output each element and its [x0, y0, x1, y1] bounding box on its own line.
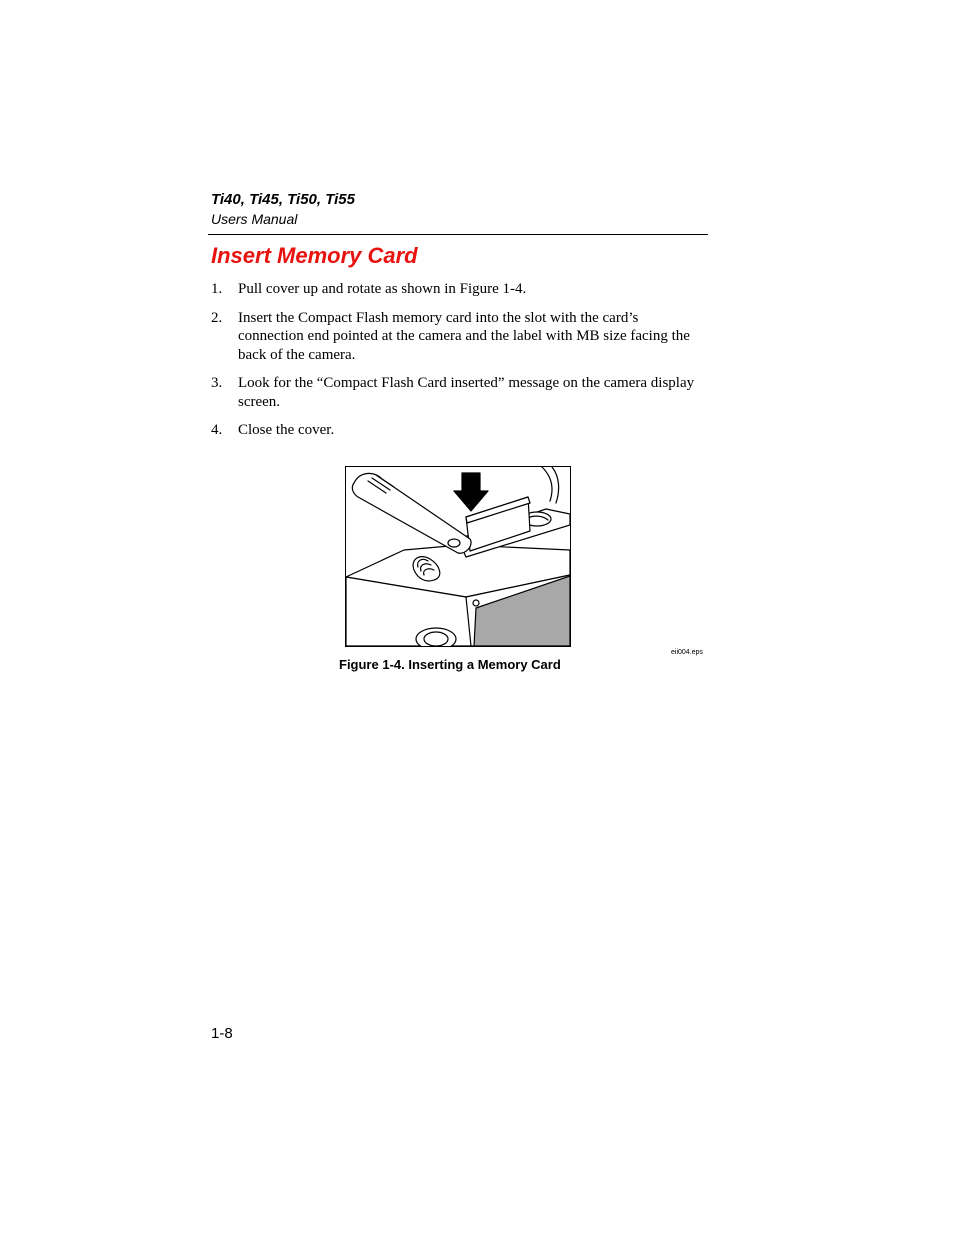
step-item — [211, 280, 701, 299]
figure-caption: Figure 1-4. Inserting a Memory Card — [339, 657, 561, 672]
figure-file-label: eii004.eps — [671, 649, 703, 656]
memory-card-illustration — [345, 466, 571, 647]
manual-model-title: Ti40, Ti45, Ti50, Ti55 — [211, 191, 355, 208]
step-item — [211, 309, 701, 365]
step-number: 3. — [211, 375, 223, 391]
step-number: 2. — [211, 309, 223, 326]
step-text: Look for the “Compact Flash Card inserted” message on the camera display screen. — [238, 375, 695, 410]
step-number: 4. — [211, 422, 223, 438]
header-divider — [208, 234, 708, 235]
insert-arrow-icon — [454, 473, 488, 511]
page-number: 1-8 — [211, 1025, 233, 1042]
manual-subtitle: Users Manual — [211, 211, 298, 227]
instruction-steps — [211, 280, 701, 450]
step-item — [211, 421, 701, 440]
step-item — [211, 374, 701, 411]
step-number: 1. — [211, 281, 223, 297]
step-text: Insert the Compact Flash memory card into the slot with the card’s connection end pointed at the camera and the label with MB size facing the back of the camera. — [238, 309, 690, 363]
step-text: Pull cover up and rotate as shown in Figure 1-4. — [238, 281, 527, 297]
section-title: Insert Memory Card — [211, 243, 418, 268]
step-text: Close the cover. — [238, 422, 335, 438]
